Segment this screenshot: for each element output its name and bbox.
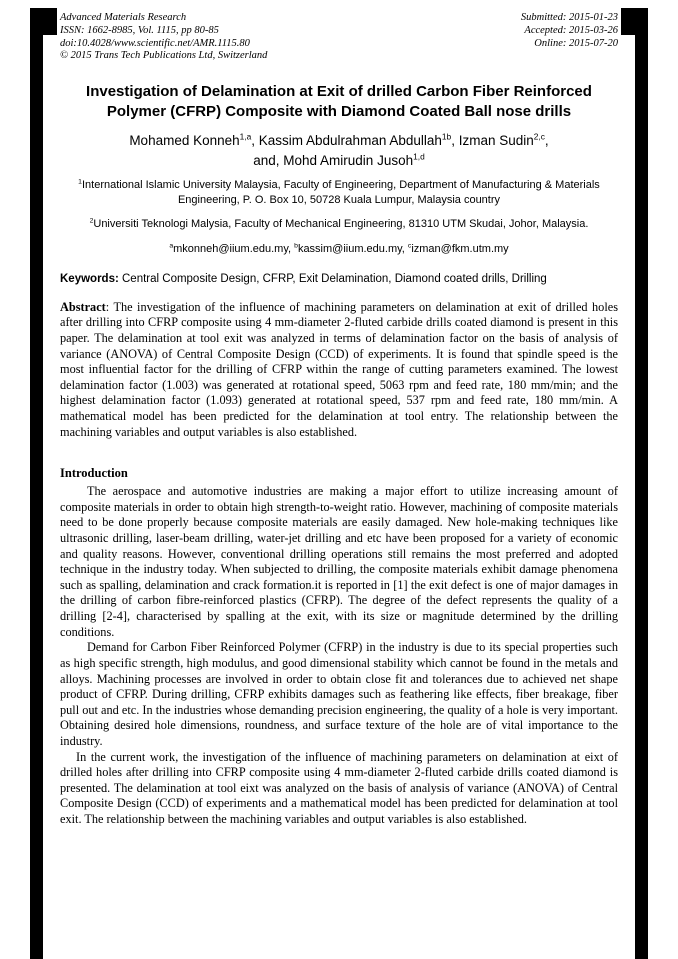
section-heading-introduction: Introduction bbox=[60, 466, 128, 481]
page-content bbox=[60, 12, 618, 828]
submitted-date: Submitted: 2015-01-23 bbox=[520, 12, 618, 23]
introduction-section bbox=[60, 484, 618, 827]
accepted-date: Accepted: 2015-03-26 bbox=[524, 24, 618, 36]
intro-paragraph-3: In the current work, the investigation of the influence of machining parameters on delamination at eixt of drilled holes after drilling into CFRP composite using 4 mm-diameter 2-fluted carbide drills coated diamond is presented. The delamination at tool eixt was analyzed on the basis of analysis of variance (ANOVA) of Central Composite Design (CCD) of experiments and a mathematical model has been predicted for delamination at tool exit. The relationship between the machining variables and output variables is also established. bbox=[60, 749, 618, 827]
authors-line-2: and, Mohd Amirudin Jusoh$^{1,d}$ bbox=[253, 151, 425, 169]
scan-artifact-right-edge bbox=[635, 8, 648, 959]
journal-meta bbox=[60, 12, 267, 63]
author-emails: $^a$mkonneh@iium.edu.my, $^b$kassim@iium.edu.my, $^c$izman@fkm.utm.my bbox=[169, 242, 509, 255]
affiliation-2: $^2$Universiti Teknologi Malysia, Faculty of Mechanical Engineering, 81310 UTM Skudai, Johor, Malaysia. bbox=[89, 217, 589, 231]
keywords-label: Keywords: bbox=[60, 272, 119, 285]
abstract-text: : The investigation of the influence of machining parameters on delamination at exit of drilled holes after drilling into CFRP composite using 4 mm-diameter 2-fluted carbide drills coated diamond is present in this paper. The delamination at tool exit was analyzed in terms of delamination factor on the basis of analysis of variance (ANOVA) of Central Composite Design (CCD) of experiments. It is found that spindle speed is the most influential factor for the drilling of CFRP within the range of cutting parameters examined. The lowest delamination factor (1.003) was generated at rotational speed, 5063 rpm and feed rate, 180 mm/min; and the highest delamination factor (1.093) generated at rotational speed, 537 rpm and feed rate, 180 mm/min. A mathematical model has been predicted for the delamination at tool entry. The relationship between the machining variables and output variables is also established. bbox=[60, 299, 618, 439]
journal-header bbox=[60, 12, 618, 63]
online-date: Online: 2015-07-20 bbox=[534, 37, 618, 49]
authors-line-1: Mohamed Konneh$^{1,a}$, Kassim Abdulrahman Abdullah$^{1b}$, Izman Sudin$^{2,c}$, bbox=[129, 131, 549, 149]
intro-paragraph-2: Demand for Carbon Fiber Reinforced Polymer (CFRP) in the industry is due to its special properties such as high specific strength, high modulus, and good dimensional stability which cannot be found in the metals and alloys. Machining processes are involved in order to obtain close fit and tolerances due to achieved net shape product of CFRP. During drilling, CFRP exhibits damages such as feathering like effects, fiber breakage, fiber pull out and etc. In the industries whose demanding precision engineering, the quality of a hole is very important. Obtaining desired hole dimensions, roundness, and surface texture of the hole are of vital importance to the industry. bbox=[60, 640, 618, 748]
paper-title: Investigation of Delamination at Exit of drilled Carbon Fiber Reinforced Polymer (CFRP) Composite with Diamond Coated Ball nose drills bbox=[86, 83, 592, 120]
intro-paragraph-1: The aerospace and automotive industries are making a major effort to utilize increasing amount of composite materials in order to obtain high strength-to-weight ratio. However, machining of composite materials need to be done properly because composite materials are easily damaged. New hole-making techniques like ultrasonic drilling, laser-beam drilling, water-jet drilling and etc have been proposed for a variety of economic and quality reasons. However, conventional drilling operations still remains the most preferred and adopted technique in the industry today. When subjected to drilling, the composite materials exhibit damage phenomena such as spalling, delamination and crack formation.it is reported in [1] the exit defect is one of major damages in the drilling of carbon fibre-reinforced plastics (CFRP). The degree of the defect represents the quality of a drilling [2-4], characterised by spalling at the exit, with its size or magnitude determined by the drilling conditions. bbox=[60, 484, 618, 639]
abstract-label: Abstract bbox=[60, 299, 106, 314]
keywords-line bbox=[60, 273, 618, 285]
affiliation-1: $^1$International Islamic University Malaysia, Faculty of Engineering, Department of Manufacturing & Materials Engineering, P. O. Box 10, 50728 Kuala Lumpur, Malaysia country bbox=[78, 178, 600, 206]
abstract-paragraph bbox=[60, 300, 618, 440]
scan-artifact-left-edge bbox=[30, 8, 43, 959]
issn-volume-line: ISSN: 1662-8985, Vol. 1115, pp 80-85 bbox=[60, 24, 219, 36]
copyright-line: © 2015 Trans Tech Publications Ltd, Switzerland bbox=[60, 50, 268, 62]
submission-dates bbox=[521, 12, 618, 63]
doi-line: doi:10.4028/www.scientific.net/AMR.1115.80 bbox=[60, 37, 250, 49]
journal-title: Advanced Materials Research bbox=[60, 12, 187, 23]
keywords-text: Central Composite Design, CFRP, Exit Delamination, Diamond coated drills, Drilling bbox=[118, 272, 547, 285]
